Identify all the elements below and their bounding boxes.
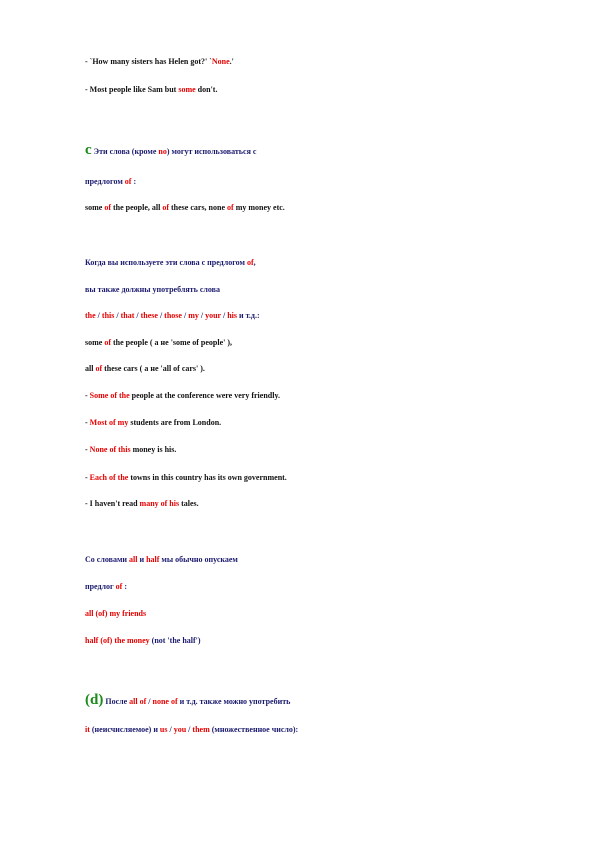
text-run: your (205, 311, 221, 320)
text-run: - Most people like Sam but (85, 85, 179, 94)
text-run: them (192, 725, 210, 734)
text-run: it (85, 725, 90, 734)
text-run: some (178, 85, 196, 94)
text-run: / (157, 311, 165, 320)
text-run: (not 'the half') (149, 636, 201, 645)
text-run: None of this (89, 445, 131, 454)
text-run: После (103, 697, 130, 706)
text-run: - I haven't read (85, 499, 140, 508)
text-run: of (227, 203, 234, 212)
text-line-4 (85, 177, 136, 187)
text-run: none of (152, 697, 178, 706)
text-run: the people ( a не 'some of people' ), (111, 338, 233, 347)
text-run: no (158, 147, 167, 156)
text-run: this (101, 311, 115, 320)
text-run: - (85, 445, 90, 454)
text-line-13 (85, 445, 176, 455)
text-line-10 (85, 364, 205, 374)
text-line-15 (85, 499, 199, 509)
text-run: / (146, 697, 153, 706)
text-line-7 (85, 285, 220, 295)
text-run: предлог (85, 582, 116, 591)
text-run: / (134, 311, 141, 320)
section-marker: (d) (85, 692, 104, 708)
text-run: / (220, 311, 228, 320)
text-line-3 (85, 142, 257, 158)
text-run: all of (129, 697, 147, 706)
text-run: us (159, 725, 168, 734)
text-line-8 (85, 311, 260, 321)
text-run: - (85, 391, 90, 400)
text-run: / (181, 311, 189, 320)
text-run: these cars, none (169, 203, 228, 212)
text-run: Most of my (89, 418, 129, 427)
text-run: Each of the (89, 473, 129, 482)
text-run: students are from London. (128, 418, 222, 427)
text-run: tales. (179, 499, 199, 508)
text-run: all (129, 555, 138, 564)
text-line-21 (85, 725, 298, 735)
text-run: his (227, 311, 237, 320)
text-run: , (253, 258, 256, 267)
text-run: : (122, 582, 128, 591)
text-run: these cars ( a не 'all of cars' ). (102, 364, 205, 373)
text-line-9 (85, 338, 232, 348)
text-run: - (85, 473, 90, 482)
text-run: (множественное число): (209, 725, 299, 734)
text-run: : (131, 177, 137, 186)
text-run: all (of) my friends (85, 609, 147, 618)
text-run: my (188, 311, 199, 320)
text-run: half (of) the money (85, 636, 150, 645)
text-line-12 (85, 418, 221, 428)
text-line-16 (85, 555, 238, 565)
text-line-17 (85, 582, 127, 592)
text-run: half (146, 555, 160, 564)
text-run: Эти слова (кроме (91, 147, 159, 156)
text-line-5 (85, 203, 285, 213)
text-run: None (211, 57, 230, 66)
text-run: / (198, 311, 206, 320)
text-run: - (85, 418, 90, 427)
text-run: of (162, 203, 170, 212)
text-line-14 (85, 473, 287, 483)
text-run: the people, all (111, 203, 163, 212)
text-run: of (95, 364, 103, 373)
text-run: of (115, 582, 123, 591)
text-run: of (124, 177, 132, 186)
text-line-2 (85, 85, 217, 95)
text-run: Когда вы используете эти слова с предлогом (85, 258, 247, 267)
text-run: the (85, 311, 96, 320)
text-run: people at the conference were very friendly. (129, 391, 280, 400)
text-run: ) могут использоваться с (166, 147, 257, 156)
text-run: some (85, 203, 105, 212)
text-run: / (167, 725, 174, 734)
text-run: don't. (195, 85, 218, 94)
text-run: мы обычно опускаем (159, 555, 238, 564)
text-run: some (85, 338, 105, 347)
text-run: / (186, 725, 193, 734)
text-line-1 (85, 57, 234, 67)
text-run: of (104, 203, 111, 212)
text-line-19 (85, 636, 201, 646)
text-run: money is his. (130, 445, 177, 454)
text-run: Со словами (85, 555, 129, 564)
section-marker: c (85, 142, 92, 158)
text-run: (неисчисляемое) и (89, 725, 160, 734)
text-line-6 (85, 258, 256, 268)
text-run: / (114, 311, 121, 320)
text-run: those (164, 311, 182, 320)
text-run: that (120, 311, 135, 320)
text-line-20 (85, 692, 291, 708)
text-run: и т.д. также можно употребить (177, 697, 291, 706)
text-line-18 (85, 609, 146, 619)
text-run: Some of the (89, 391, 130, 400)
text-run: of (246, 258, 254, 267)
text-run: и т.д.: (236, 311, 260, 320)
text-run: вы также должны употреблять слова (85, 285, 221, 294)
text-run: предлогом (85, 177, 125, 186)
text-run: all (85, 364, 96, 373)
text-run: many of his (139, 499, 180, 508)
text-run: - `How many sisters has Helen got?' ` (85, 57, 212, 66)
text-run: these (140, 311, 158, 320)
text-run: of (104, 338, 111, 347)
text-run: .' (229, 57, 234, 66)
text-run: и (137, 555, 147, 564)
text-run: towns in this country has its own government. (128, 473, 287, 482)
text-run: you (173, 725, 187, 734)
text-run: / (95, 311, 102, 320)
text-run: my money etc. (233, 203, 285, 212)
text-line-11 (85, 391, 280, 401)
